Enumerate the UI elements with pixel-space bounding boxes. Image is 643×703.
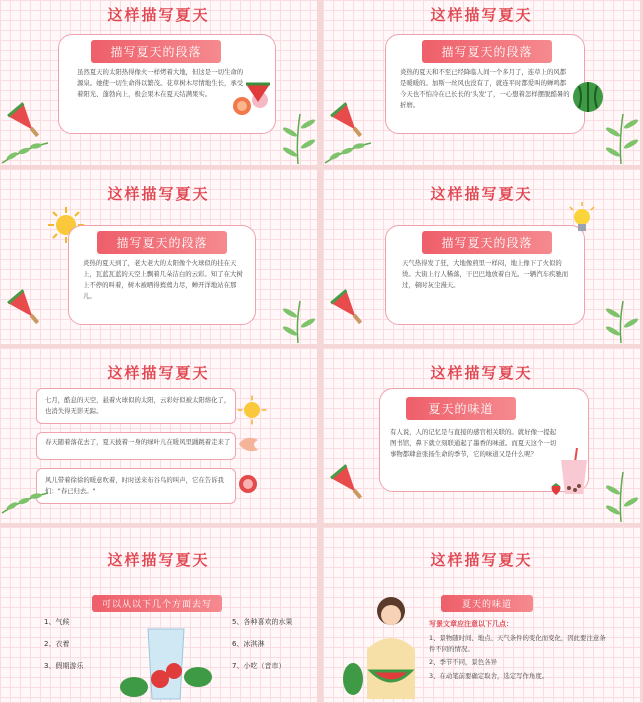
watermelon-icon [571, 80, 605, 114]
subheading-text: 写景文章应注意以下几点： [429, 620, 513, 628]
paragraph-text: 炎热的夏天到了，老大老大的太阳像个火球似的挂在天上，瓦蓝瓦蓝的天空上飘着几朵洁白的云彩。知了在大树上不停的叫着，树木被晒得蔫蔫力尽，蝉开洋地站在那儿。 [83, 259, 243, 300]
slide-5[interactable] [0, 348, 317, 523]
list-item: 1、气候 [44, 618, 70, 626]
heading-pill: 描写夏天的段落 [91, 40, 221, 63]
list-item: 6、冰淇淋 [232, 640, 265, 648]
leaf-branch-icon [599, 468, 643, 524]
leaf-branch-icon [0, 488, 50, 518]
popsicle-icon [8, 289, 44, 329]
paragraph-text: 七月，酷息的天空，悬着火球似的太阳，云彩好似被太阳熔化了，也消失得无影无踪。 [45, 396, 231, 415]
heading-pill: 可以从以下几个方面去写 [92, 595, 222, 612]
hand-icon [236, 432, 262, 456]
slide-2[interactable] [323, 0, 640, 165]
list-item: 3、假期游乐 [44, 662, 84, 670]
heading-pill: 描写夏天的段落 [422, 40, 552, 63]
popsicle-icon [331, 464, 367, 504]
paragraph-text: 天气热得发了狂，大地像煎里一样闷，地上像下了火似的烫。大街上行人稀落，干巴巴地放着白光。一辆汽车疾驰而过，顿时灰尘漫天。 [402, 259, 569, 289]
watermelon-fruit-icon [230, 74, 276, 120]
list-item: 1、景物随时间、地点、天气条件的变化而变化，因此要注意条件不同的情况。 [429, 634, 606, 653]
slide-title: 这样描写夏天 [107, 185, 210, 203]
slide-title: 这样描写夏天 [430, 364, 533, 382]
text-box [36, 432, 236, 460]
fruit-icon [236, 472, 260, 496]
slide-7[interactable] [0, 527, 317, 702]
content-card [385, 34, 585, 134]
slide-1[interactable] [0, 0, 317, 165]
popsicle-icon [331, 102, 367, 142]
paragraph-text: 风儿带着徐徐的暖意吹着，时时送来布谷鸟的叫声，它在告诉我们："春已归去。" [45, 476, 224, 495]
list-item: 2、季节不同，景色各异 [429, 658, 497, 666]
content-card [68, 225, 256, 325]
leaf-branch-icon [323, 138, 373, 168]
heading-pill: 夏天的味道 [441, 595, 533, 612]
girl-eating-watermelon-icon [345, 589, 437, 701]
paragraph-text: 有人说，人的记忆是与直接的感官相关联的。就好像一提起图书馆，鼻下就立刻联通起了墨香的味道。而夏天这个一切事物都肆意张扬生命的季节，它的味道又是什么呢？ [390, 428, 557, 458]
heading-pill: 夏天的味道 [406, 397, 516, 420]
lightbulb-icon [567, 201, 597, 237]
slide-title: 这样描写夏天 [430, 185, 533, 203]
slide-title: 这样描写夏天 [107, 551, 210, 569]
slide-title: 这样描写夏天 [430, 551, 533, 569]
content-card [385, 225, 585, 325]
leaf-branch-icon [599, 297, 643, 345]
leaf-branch-icon [276, 110, 320, 166]
text-box [36, 388, 236, 424]
slide-6[interactable] [323, 348, 640, 523]
heading-pill: 描写夏天的段落 [97, 231, 227, 254]
slide-3[interactable] [0, 169, 317, 344]
list-item: 7、小吃（音市） [232, 662, 286, 670]
text-box [36, 468, 236, 504]
paragraph-text: 炎热的夏天和不至已经降临人间一个多月了，连草上的风都是暖暖的。加斯一丝风也没有了，就连平时都爱叫的蝉鸣都今天也不怕冷在已长长的'头发'了，一心想着怎样摆脱酷暑的折磨。 [400, 68, 570, 109]
list-item: 5、各种喜欢的水果 [232, 618, 293, 626]
popsicle-icon [8, 102, 44, 142]
list-item: 2、衣着 [44, 640, 70, 648]
paragraph-text: 虽然夏天的太阳热得像火一样烤着大地，但这是一切生命的源泉。她使一切生命得以繁茂。花草树木尽情地生长，承受着阳光、蓬勃向上，极会果木在夏天结满果实。 [77, 68, 244, 98]
paragraph-text: 春天随着落花去了，夏天披着一身的绿叶儿在暖风里踊跳着走来了 [45, 438, 231, 446]
leaf-branch-icon [599, 110, 643, 166]
heading-pill: 描写夏天的段落 [422, 231, 552, 254]
strawberry-icon [549, 482, 563, 496]
slide-4[interactable] [323, 169, 640, 344]
leaf-branch-icon [0, 138, 50, 168]
list-item: 3、在动笔前要确定取舍，选定写作角度。 [429, 672, 549, 680]
fruit-drink-icon [118, 609, 214, 703]
leaf-branch-icon [276, 297, 320, 345]
slide-title: 这样描写夏天 [107, 364, 210, 382]
slide-8[interactable] [323, 527, 640, 702]
slide-title: 这样描写夏天 [107, 6, 210, 24]
sun-icon [236, 394, 268, 426]
popsicle-icon [331, 289, 367, 329]
slide-title: 这样描写夏天 [430, 6, 533, 24]
